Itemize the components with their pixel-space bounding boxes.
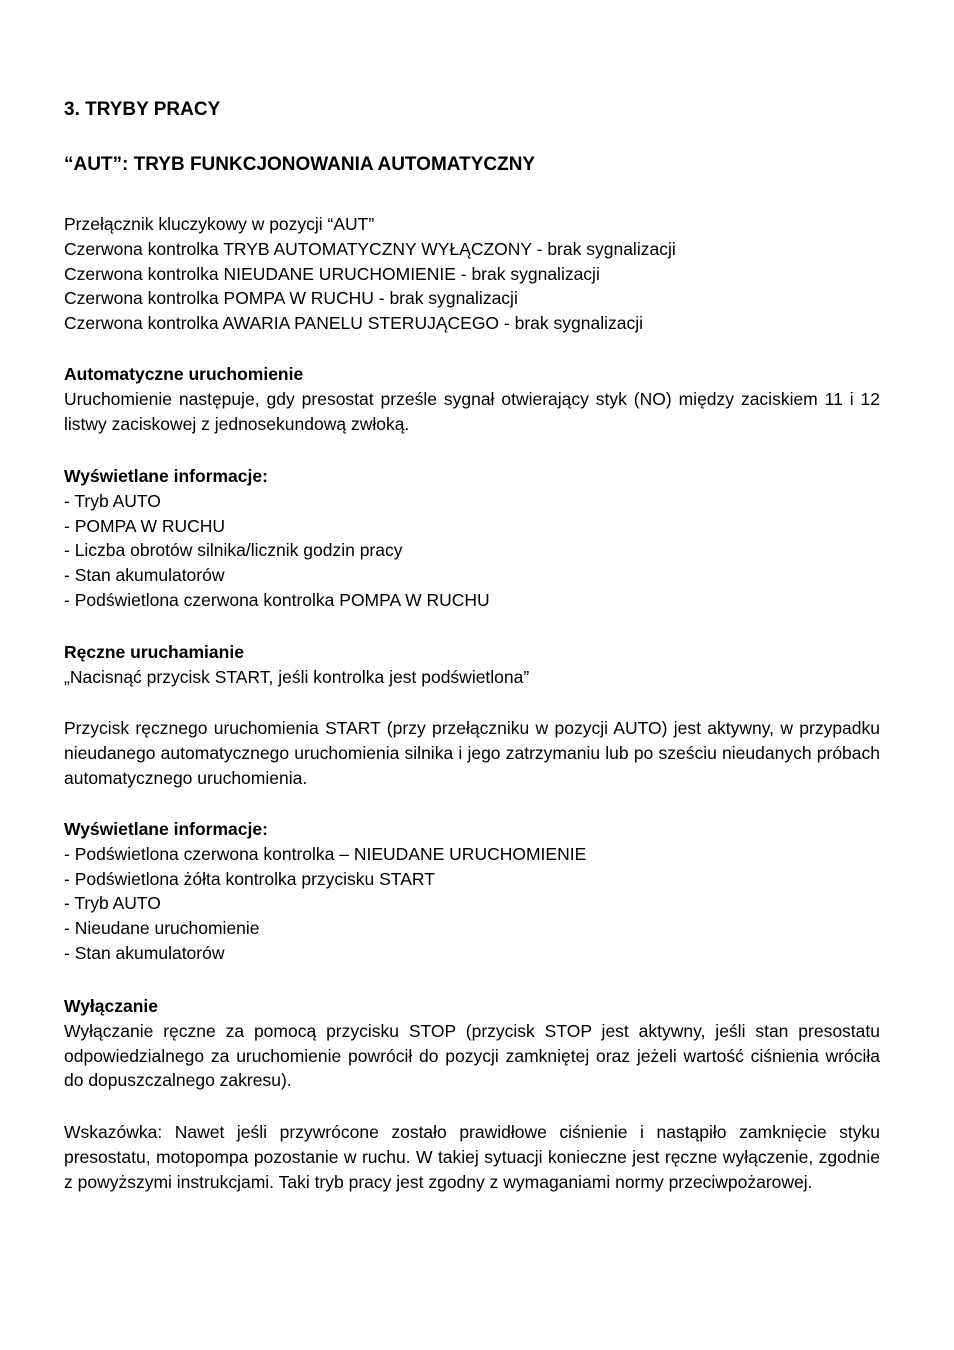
list-item: - POMPA W RUCHU — [64, 515, 226, 536]
list-item: - Podświetlona żółta kontrolka przycisku START — [64, 868, 435, 889]
list-item: - Podświetlona czerwona kontrolka – NIEUDANE URUCHOMIENIE — [64, 843, 587, 864]
status-line: Czerwona kontrolka NIEUDANE URUCHOMIENIE - brak sygnalizacji — [64, 263, 600, 284]
manual-start-heading: Ręczne uruchamianie — [64, 642, 244, 662]
hint-text: Wskazówka: Nawet jeśli przywrócone zostało prawidłowe ciśnienie i nastąpiło zamknięcie styku presostatu, motopompa pozostanie w ruchu. W takiej sytuacji konieczne jest ręczne wyłączenie, zgodnie z powyższymi instrukcjami. Taki tryb pracy jest zgodny z wymaganiami normy przeciwpożarowej. — [64, 1122, 880, 1192]
status-lines — [64, 212, 880, 336]
list-item: - Liczba obrotów silnika/licznik godzin pracy — [64, 540, 403, 561]
shutdown-heading: Wyłączanie — [64, 996, 159, 1016]
manual-start-quote: „Nacisnąć przycisk START, jeśli kontrolka jest podświetlona” — [64, 666, 530, 687]
display-info-1-section — [64, 464, 880, 613]
list-item: - Nieudane uruchomienie — [64, 918, 260, 939]
shutdown-text: Wyłączanie ręczne za pomocą przycisku STOP (przycisk STOP jest aktywny, jeśli stan presostatu odpowiedzialnego za uruchomienie powrócił do pozycji zamkniętej oraz jeżeli wartość ciśnienia wróciła do dopuszczalnego zakresu). — [64, 1020, 880, 1091]
display-info-2-heading: Wyświetlane informacje: — [64, 819, 268, 839]
display-info-2-section — [64, 817, 880, 966]
auto-start-heading: Automatyczne uruchomienie — [64, 364, 304, 384]
list-item: - Podświetlona czerwona kontrolka POMPA W RUCHU — [64, 589, 490, 610]
status-line: Przełącznik kluczykowy w pozycji “AUT” — [64, 214, 375, 234]
auto-start-text: Uruchomienie następuje, gdy presostat prześle sygnał otwierający styk (NO) między zaciskiem 11 i 12 listwy zaciskowej z jednosekundową zwłoką. — [64, 388, 880, 434]
manual-start-section — [64, 640, 880, 690]
list-item: - Stan akumulatorów — [64, 942, 225, 963]
manual-start-text: Przycisk ręcznego uruchomienia START (przy przełączniku w pozycji AUTO) jest aktywny, w przypadku nieudanego automatycznego uruchomienia silnika i jego zatrzymaniu lub po sześciu nieudanych próbach automatycznego uruchomienia. — [64, 718, 880, 788]
mode-title: “AUT”: TRYB FUNKCJONOWANIA AUTOMATYCZNY — [64, 154, 536, 175]
display-info-1-heading: Wyświetlane informacje: — [64, 466, 268, 486]
list-item: - Tryb AUTO — [64, 893, 161, 914]
list-item: - Stan akumulatorów — [64, 565, 225, 586]
auto-start-section — [64, 362, 880, 436]
status-line: Czerwona kontrolka POMPA W RUCHU - brak sygnalizacji — [64, 288, 518, 309]
section-title: 3. TRYBY PRACY — [64, 99, 221, 120]
status-line: Czerwona kontrolka TRYB AUTOMATYCZNY WYŁĄCZONY - brak sygnalizacji — [64, 238, 676, 259]
shutdown-section — [64, 994, 880, 1093]
list-item: - Tryb AUTO — [64, 490, 161, 511]
status-line: Czerwona kontrolka AWARIA PANELU STERUJĄCEGO - brak sygnalizacji — [64, 313, 643, 334]
